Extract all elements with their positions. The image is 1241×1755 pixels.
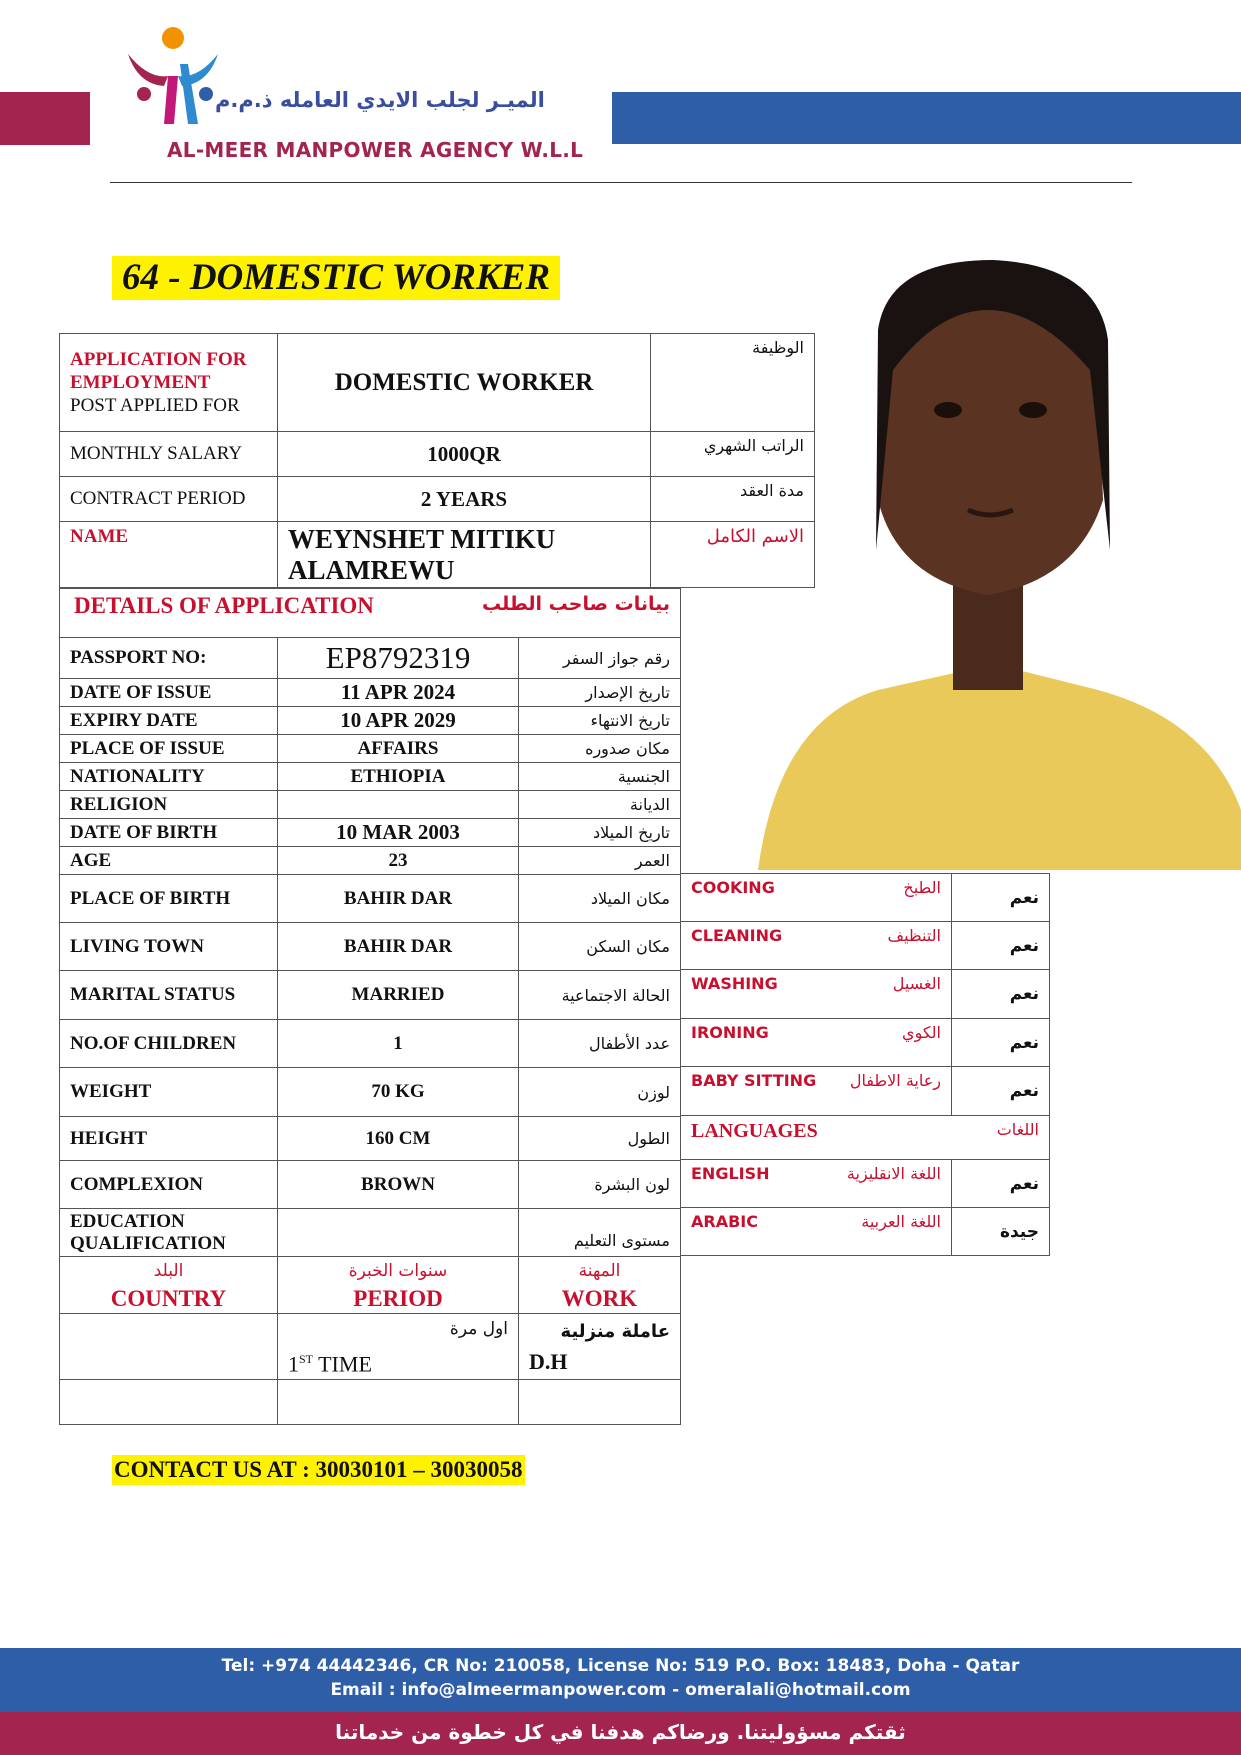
- post-value: DOMESTIC WORKER: [278, 334, 651, 432]
- place-of-issue-arabic: مكان صدوره: [519, 735, 681, 763]
- skill-row: [681, 1019, 1050, 1067]
- skill-row: [681, 922, 1050, 970]
- place-of-issue-label: PLACE OF ISSUE: [60, 735, 278, 763]
- name-value: WEYNSHET MITIKU ALAMREWU: [278, 522, 651, 588]
- skill-cell: [681, 874, 952, 922]
- expiry-date-arabic: تاريخ الانتهاء: [519, 707, 681, 735]
- age-arabic: العمر: [519, 847, 681, 875]
- language-arabic-arabic: اللغة العربية: [861, 1212, 941, 1231]
- complexion-arabic: لون البشرة: [519, 1161, 681, 1209]
- details-heading-arabic: بيانات صاحب الطلب: [482, 593, 670, 615]
- work-header: [519, 1257, 681, 1314]
- skill-cell: [681, 922, 952, 970]
- place-of-birth-label: PLACE OF BIRTH: [60, 875, 278, 923]
- experience-period-arabic: اول مرة: [449, 1319, 508, 1339]
- language-cell: [681, 1208, 952, 1256]
- nationality-arabic: الجنسية: [519, 763, 681, 791]
- footer-info-bar: [0, 1648, 1241, 1712]
- footer-slogan: ثقتكم مسؤوليتنا. ورضاكم هدفنا في كل خطوة من خدماتنا: [335, 1720, 906, 1744]
- languages-header-row: [681, 1116, 1050, 1160]
- skill-washing-answer: نعم: [952, 970, 1050, 1019]
- dob-value: 10 MAR 2003: [278, 819, 519, 847]
- language-arabic-answer: جيدة: [952, 1208, 1050, 1256]
- empty-cell: [519, 1380, 681, 1425]
- complexion-value: BROWN: [278, 1161, 519, 1209]
- place-of-birth-value: BAHIR DAR: [278, 875, 519, 923]
- place-of-birth-arabic: مكان الميلاد: [519, 875, 681, 923]
- living-town-label: LIVING TOWN: [60, 923, 278, 971]
- work-header-english: WORK: [561, 1286, 638, 1311]
- skill-baby-sitting-arabic: رعاية الاطفال: [849, 1071, 941, 1090]
- period-header: [278, 1257, 519, 1314]
- religion-label: RELIGION: [60, 791, 278, 819]
- contact-line: CONTACT US AT : 30030101 – 30030058: [112, 1455, 525, 1485]
- table-row: [60, 763, 681, 791]
- experience-work-english: D.H: [529, 1348, 568, 1374]
- nationality-label: NATIONALITY: [60, 763, 278, 791]
- skill-row: [681, 970, 1050, 1019]
- table-row: [60, 679, 681, 707]
- header-blue-bar: [612, 92, 1241, 144]
- marital-status-value: MARRIED: [278, 971, 519, 1020]
- nationality-value: ETHIOPIA: [278, 763, 519, 791]
- post-label-cell: [60, 334, 278, 432]
- skill-washing-arabic: الغسيل: [892, 974, 941, 993]
- skill-cell: [681, 970, 952, 1019]
- table-row: [60, 1117, 681, 1161]
- dob-arabic: تاريخ الميلاد: [519, 819, 681, 847]
- education-label: EDUCATION QUALIFICATION: [60, 1209, 278, 1257]
- experience-empty-row: [60, 1380, 681, 1425]
- table-row: [60, 1020, 681, 1068]
- issue-date-label: DATE OF ISSUE: [60, 679, 278, 707]
- height-value: 160 CM: [278, 1117, 519, 1161]
- religion-value: [278, 791, 519, 819]
- post-arabic: الوظيفة: [651, 334, 815, 432]
- skill-baby-sitting-answer: نعم: [952, 1067, 1050, 1116]
- height-label: HEIGHT: [60, 1117, 278, 1161]
- footer-line1: Tel: +974 44442346, CR No: 210058, License No: 519 P.O. Box: 18483, Doha - Qatar: [221, 1656, 1020, 1676]
- contract-label: CONTRACT PERIOD: [60, 477, 278, 522]
- country-header: [60, 1257, 278, 1314]
- skill-washing: WASHING: [691, 974, 778, 993]
- marital-status-label: MARITAL STATUS: [60, 971, 278, 1020]
- skill-cooking-answer: نعم: [952, 874, 1050, 922]
- footer-line2: Email : info@almeermanpower.com - omeralali@hotmail.com: [330, 1680, 911, 1700]
- children-value: 1: [278, 1020, 519, 1068]
- passport-arabic: رقم جواز السفر: [519, 638, 681, 679]
- experience-country: [60, 1314, 278, 1380]
- skill-cell: [681, 1019, 952, 1067]
- complexion-label: COMPLEXION: [60, 1161, 278, 1209]
- age-label: AGE: [60, 847, 278, 875]
- languages-heading: LANGUAGES: [691, 1120, 818, 1142]
- country-header-arabic: البلد: [153, 1261, 184, 1281]
- skills-table: [680, 873, 1050, 1256]
- table-row: [60, 1209, 681, 1257]
- languages-heading-arabic: اللغات: [996, 1120, 1039, 1139]
- experience-work-arabic: عاملة منزلية: [560, 1320, 670, 1342]
- table-row: [60, 847, 681, 875]
- empty-cell: [278, 1380, 519, 1425]
- skill-row: [681, 1067, 1050, 1116]
- languages-header: [681, 1116, 1050, 1160]
- children-arabic: عدد الأطفال: [519, 1020, 681, 1068]
- living-town-value: BAHIR DAR: [278, 923, 519, 971]
- weight-arabic: لوزن: [519, 1068, 681, 1117]
- skill-cleaning: CLEANING: [691, 926, 783, 945]
- passport-value: EP8792319: [278, 638, 519, 679]
- expiry-date-label: EXPIRY DATE: [60, 707, 278, 735]
- skill-baby-sitting: BABY SITTING: [691, 1071, 817, 1090]
- period-suffix: ST: [299, 1352, 314, 1366]
- details-table: [59, 588, 681, 1425]
- details-heading: DETAILS OF APPLICATION: [74, 593, 374, 618]
- table-row: [60, 923, 681, 971]
- period-header-arabic: سنوات الخبرة: [348, 1261, 448, 1281]
- skill-ironing-answer: نعم: [952, 1019, 1050, 1067]
- language-cell: [681, 1160, 952, 1208]
- dob-label: DATE OF BIRTH: [60, 819, 278, 847]
- details-heading-cell: [60, 589, 681, 638]
- table-row: [60, 791, 681, 819]
- table-row: [60, 1068, 681, 1117]
- skill-ironing-arabic: الكوي: [902, 1023, 941, 1042]
- empty-cell: [60, 1380, 278, 1425]
- issue-date-arabic: تاريخ الإصدار: [519, 679, 681, 707]
- passport-label: PASSPORT NO:: [60, 638, 278, 679]
- experience-period-english: [288, 1344, 508, 1379]
- weight-label: WEIGHT: [60, 1068, 278, 1117]
- post-label: POST APPLIED FOR: [70, 395, 240, 416]
- post-label-red: APPLICATION FOR EMPLOYMENT: [70, 349, 247, 393]
- education-value: [278, 1209, 519, 1257]
- height-arabic: الطول: [519, 1117, 681, 1161]
- language-row: [681, 1208, 1050, 1256]
- language-row: [681, 1160, 1050, 1208]
- place-of-issue-value: AFFAIRS: [278, 735, 519, 763]
- company-logo-icon: [118, 24, 228, 134]
- contract-arabic: مدة العقد: [651, 477, 815, 522]
- salary-arabic: الراتب الشهري: [651, 432, 815, 477]
- skill-row: [681, 874, 1050, 922]
- living-town-arabic: مكان السكن: [519, 923, 681, 971]
- expiry-date-value: 10 APR 2029: [278, 707, 519, 735]
- table-row: [60, 819, 681, 847]
- table-row: [60, 735, 681, 763]
- work-header-arabic: المهنة: [578, 1261, 621, 1281]
- table-row: [60, 638, 681, 679]
- name-arabic: الاسم الكامل: [651, 522, 815, 588]
- weight-value: 70 KG: [278, 1068, 519, 1117]
- table-row: [60, 971, 681, 1020]
- page-title: 64 - DOMESTIC WORKER: [112, 256, 560, 300]
- experience-header-row: [60, 1257, 681, 1314]
- company-name-english: AL-MEER MANPOWER AGENCY W.L.L: [167, 138, 584, 162]
- table-row: [60, 707, 681, 735]
- education-arabic: مستوى التعليم: [519, 1209, 681, 1257]
- language-english-arabic: اللغة الانقليزية: [846, 1164, 941, 1183]
- skill-cleaning-arabic: التنظيف: [887, 926, 941, 945]
- experience-row: [60, 1314, 681, 1380]
- skill-cooking-arabic: الطبخ: [903, 878, 941, 897]
- table-row: [60, 875, 681, 923]
- experience-period: [278, 1314, 519, 1380]
- period-number: 1: [288, 1351, 299, 1377]
- footer-slogan-bar: [0, 1712, 1241, 1755]
- company-name-arabic: الميـر لجلب الايدي العامله ذ.م.م: [215, 88, 545, 112]
- period-header-english: PERIOD: [353, 1286, 443, 1311]
- issue-date-value: 11 APR 2024: [278, 679, 519, 707]
- experience-work: [519, 1314, 681, 1380]
- age-value: 23: [278, 847, 519, 875]
- language-english-answer: نعم: [952, 1160, 1050, 1208]
- skill-cooking: COOKING: [691, 878, 775, 897]
- period-text: TIME: [313, 1351, 372, 1377]
- religion-arabic: الديانة: [519, 791, 681, 819]
- skill-cell: [681, 1067, 952, 1116]
- table-row: [60, 1161, 681, 1209]
- contract-value: 2 YEARS: [278, 477, 651, 522]
- skill-cleaning-answer: نعم: [952, 922, 1050, 970]
- skill-ironing: IRONING: [691, 1023, 769, 1042]
- country-header-english: COUNTRY: [110, 1286, 227, 1311]
- post-table: [59, 333, 815, 588]
- language-english: ENGLISH: [691, 1164, 770, 1183]
- children-label: NO.OF CHILDREN: [60, 1020, 278, 1068]
- marital-status-arabic: الحالة الاجتماعية: [519, 971, 681, 1020]
- header-maroon-bar: [0, 92, 90, 145]
- salary-label: MONTHLY SALARY: [60, 432, 278, 477]
- name-label: NAME: [60, 522, 278, 588]
- header-divider: [110, 182, 1132, 183]
- language-arabic: ARABIC: [691, 1212, 758, 1231]
- salary-value: 1000QR: [278, 432, 651, 477]
